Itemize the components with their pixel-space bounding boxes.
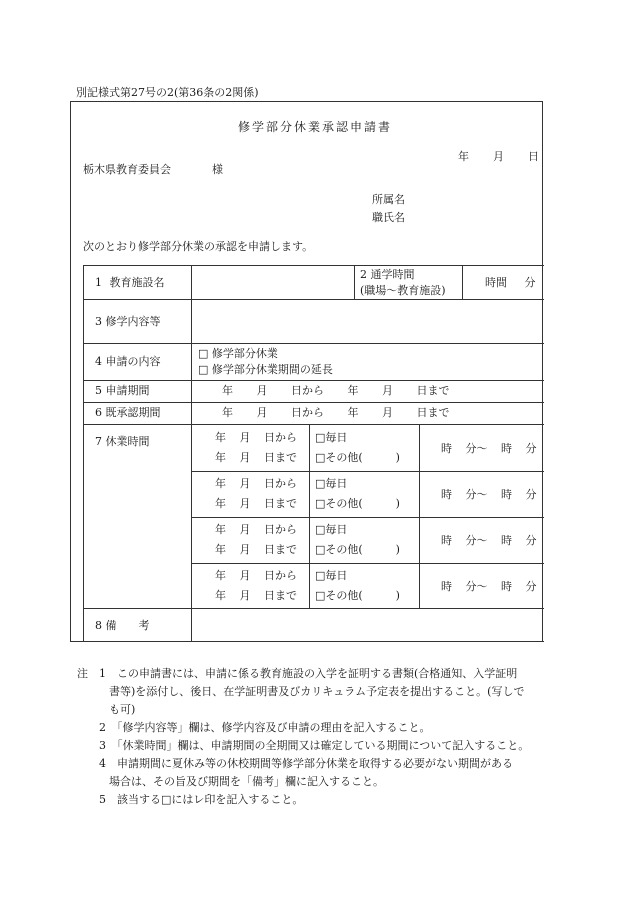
label-remarks: 8 備 考 — [95, 619, 150, 632]
other-checkbox[interactable]: □その他( ) — [315, 543, 400, 556]
addressee: 栃木県教育委員会 — [83, 163, 171, 176]
commute-time-value: 時間 分 — [485, 276, 536, 289]
form-number-label: 別記様式第27号の2(第36条の2関係) — [76, 86, 259, 99]
leave-time-range[interactable]: 時 分～ 時 分 — [441, 534, 537, 547]
label-application-period: 5 申請期間 — [95, 384, 150, 397]
label-approved-period: 6 既承認期間 — [95, 406, 161, 419]
notes-prefix: 注 — [77, 667, 88, 680]
daily-checkbox[interactable]: □毎日 — [315, 431, 348, 444]
study-content-field[interactable] — [192, 300, 543, 343]
note-line: も可) — [109, 703, 136, 716]
daily-checkbox[interactable]: □毎日 — [315, 523, 348, 536]
date-year: 年 — [458, 150, 469, 163]
leave-time-range[interactable]: 時 分～ 時 分 — [441, 488, 537, 501]
leave-from[interactable]: 年 月 日から — [215, 431, 297, 444]
label-application-content: 4 申請の内容 — [95, 355, 161, 368]
note-line: 場合は、その旨及び期間を「備考」欄に記入すること。 — [109, 775, 384, 788]
label-commute-route: (職場～教育施設) — [360, 284, 446, 297]
name-label: 職氏名 — [372, 211, 405, 224]
daily-checkbox[interactable]: □毎日 — [315, 569, 348, 582]
other-checkbox[interactable]: □その他( ) — [315, 497, 400, 510]
note-line: 4 申請期間に夏休み等の休校期間等修学部分休業を取得する必要がない期間がある — [99, 757, 513, 770]
form-title: 修学部分休業承認申請書 — [238, 120, 393, 134]
affiliation-label: 所属名 — [372, 193, 405, 206]
date-day: 日 — [528, 150, 539, 163]
note-line: 3 「休業時間」欄は、申請期間の全期間又は確定している期間について記入すること。 — [99, 739, 530, 752]
leave-from[interactable]: 年 月 日から — [215, 523, 297, 536]
leave-from[interactable]: 年 月 日から — [215, 477, 297, 490]
note-line: 2 「修学内容等」欄は、修学内容及び申請の理由を記入すること。 — [99, 721, 431, 734]
education-facility-field[interactable] — [192, 266, 354, 299]
honorific: 様 — [212, 163, 223, 176]
application-period-value[interactable]: 年 月 日から 年 月 日まで — [222, 384, 450, 397]
note-line: 1 この申請書には、申請に係る教育施設の入学を証明する書類(合格通知、入学証明 — [99, 667, 518, 680]
leave-time-range[interactable]: 時 分～ 時 分 — [441, 580, 537, 593]
other-checkbox[interactable]: □その他( ) — [315, 451, 400, 464]
option-extension[interactable]: □ 修学部分休業期間の延長 — [198, 363, 333, 376]
leave-to[interactable]: 年 月 日まで — [215, 543, 297, 556]
note-line: 書等)を添付し、後日、在学証明書及びカリキュラム予定表を提出すること。(写しで — [109, 685, 525, 698]
daily-checkbox[interactable]: □毎日 — [315, 477, 348, 490]
label-education-facility: 1 教育施設名 — [95, 276, 165, 289]
approved-period-value[interactable]: 年 月 日から 年 月 日まで — [222, 406, 450, 419]
option-partial-leave[interactable]: □ 修学部分休業 — [198, 347, 278, 360]
other-checkbox[interactable]: □その他( ) — [315, 589, 400, 602]
leave-to[interactable]: 年 月 日まで — [215, 451, 297, 464]
intro-text: 次のとおり修学部分休業の承認を申請します。 — [83, 240, 314, 253]
leave-to[interactable]: 年 月 日まで — [215, 589, 297, 602]
leave-from[interactable]: 年 月 日から — [215, 569, 297, 582]
leave-to[interactable]: 年 月 日まで — [215, 497, 297, 510]
label-leave-time: 7 休業時間 — [95, 435, 150, 448]
label-study-content: 3 修学内容等 — [95, 315, 161, 328]
note-line: 5 該当する□にはレ印を記入すること。 — [99, 793, 304, 806]
remarks-field[interactable] — [192, 609, 543, 641]
leave-time-range[interactable]: 時 分～ 時 分 — [441, 442, 537, 455]
date-month: 月 — [493, 150, 504, 163]
label-commute-time: 2 通学時間 — [360, 268, 415, 281]
